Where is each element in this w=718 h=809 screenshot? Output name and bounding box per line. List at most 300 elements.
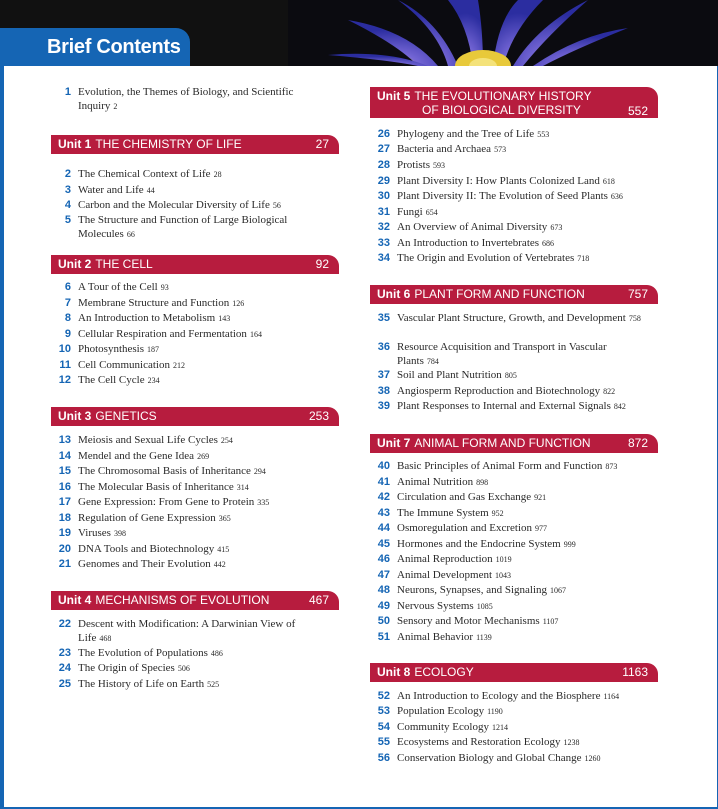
water-lily-image — [288, 0, 718, 66]
chapter-title-text: Meiosis and Sexual Life Cycles — [78, 434, 218, 446]
chapter-title — [78, 198, 331, 213]
chapter-title-text: Animal Nutrition — [397, 476, 474, 488]
chapter-page: 365 — [218, 514, 231, 523]
chapter-page: 1214 — [491, 723, 508, 732]
chapter-number: 28 — [377, 159, 390, 171]
chapter-page: 822 — [603, 387, 616, 396]
chapter-title-text: The History of Life on Earth — [78, 678, 205, 690]
chapter-entry — [370, 583, 650, 598]
chapter-entry — [370, 127, 650, 142]
unit-header — [370, 663, 658, 682]
chapter-page: 486 — [210, 649, 223, 658]
chapter-entry — [370, 459, 650, 474]
chapter-entry — [370, 568, 650, 583]
chapter-title-text: Cell Communication — [78, 359, 170, 371]
chapter-title-text: Phylogeny and the Tree of Life — [397, 128, 535, 140]
chapter-number: 2 — [64, 168, 71, 180]
chapter-title — [397, 568, 650, 583]
chapter-page: 56 — [272, 201, 281, 210]
unit-header — [51, 255, 339, 274]
chapter-title-text: Hormones and the Endocrine System — [397, 538, 561, 550]
chapter-title — [78, 296, 331, 311]
chapter-entry — [370, 599, 650, 614]
chapter-page: 506 — [177, 664, 190, 673]
chapter-number: 48 — [377, 584, 390, 596]
chapter-title-text: Water and Life — [78, 184, 144, 196]
chapter-title-text: Fungi — [397, 206, 423, 218]
chapter-title — [78, 280, 331, 295]
unit-page: 872 — [627, 436, 648, 450]
chapter-number: 19 — [58, 527, 71, 539]
chapter-number: 12 — [58, 374, 71, 386]
chapter-number: 17 — [58, 496, 71, 508]
chapter-entry — [51, 373, 331, 388]
chapter-entry — [370, 384, 650, 399]
chapter-page: 2 — [113, 102, 118, 111]
chapter-number: 39 — [377, 400, 390, 412]
chapter-entry — [370, 704, 650, 719]
chapter-page: 143 — [218, 314, 231, 323]
chapter-title — [78, 311, 331, 326]
chapter-number: 56 — [377, 752, 390, 764]
unit-name: THE CELL — [95, 257, 153, 271]
chapter-number: 24 — [58, 662, 71, 674]
chapter-entry — [51, 449, 331, 464]
chapter-title — [397, 189, 650, 204]
chapter-number: 50 — [377, 615, 390, 627]
chapter-title — [397, 630, 650, 645]
chapter-number: 34 — [377, 252, 390, 264]
chapter-title — [397, 251, 650, 266]
chapter-entry — [370, 720, 650, 735]
chapter-title — [397, 174, 650, 189]
chapter-number: 33 — [377, 237, 390, 249]
chapter-title — [397, 537, 650, 552]
chapter-page: 468 — [99, 634, 112, 643]
chapter-title — [78, 495, 331, 510]
chapter-entry — [51, 646, 331, 661]
unit-label: Unit 2 — [58, 257, 92, 271]
chapter-entry — [370, 205, 650, 220]
chapter-entry — [51, 198, 331, 213]
chapter-number: 41 — [377, 476, 390, 488]
chapter-number: 44 — [377, 522, 390, 534]
chapter-entry — [51, 296, 331, 311]
chapter-number: 29 — [377, 175, 390, 187]
chapter-page: 573 — [494, 145, 507, 154]
unit-header — [51, 407, 339, 426]
chapter-title — [397, 506, 650, 521]
chapter-page: 234 — [147, 376, 160, 385]
chapter-title-text: Community Ecology — [397, 721, 489, 733]
chapter-page: 636 — [610, 192, 623, 201]
chapter-number: 4 — [64, 199, 71, 211]
chapter-title-text: Basic Principles of Animal Form and Function — [397, 460, 603, 472]
chapter-entry — [370, 399, 650, 414]
chapter-entry — [51, 311, 331, 326]
chapter-title — [78, 433, 331, 448]
chapter-number: 52 — [377, 690, 390, 702]
chapter-title-text: An Introduction to Metabolism — [78, 312, 216, 324]
chapter-title — [397, 614, 650, 629]
chapter-entry — [51, 677, 331, 692]
chapter-page: 873 — [605, 462, 618, 471]
chapter-title-text: Resource Acquisition and Transport in Vascular Plants — [397, 341, 607, 367]
chapter-number: 46 — [377, 553, 390, 565]
chapter-title-text: The Origin and Evolution of Vertebrates — [397, 252, 575, 264]
chapter-title-text: Regulation of Gene Expression — [78, 512, 216, 524]
chapter-page: 294 — [253, 467, 266, 476]
chapter-title-text: Conservation Biology and Global Change — [397, 752, 582, 764]
chapter-page: 525 — [207, 680, 220, 689]
unit-page: 253 — [308, 409, 329, 423]
chapter-title — [78, 617, 331, 646]
chapter-title — [397, 735, 650, 750]
chapter-title — [78, 464, 331, 479]
chapter-number: 9 — [64, 328, 71, 340]
chapter-page: 1107 — [542, 617, 559, 626]
chapter-page: 673 — [550, 223, 563, 232]
chapter-number: 8 — [64, 312, 71, 324]
chapter-title — [397, 384, 650, 399]
chapter-title-text: Bacteria and Archaea — [397, 143, 492, 155]
chapter-number: 27 — [377, 143, 390, 155]
chapter-entry — [370, 552, 650, 567]
chapter-number: 21 — [58, 558, 71, 570]
chapter-number: 47 — [377, 569, 390, 581]
chapter-number: 23 — [58, 647, 71, 659]
chapter-entry — [51, 526, 331, 541]
chapter-title-text: The Chromosomal Basis of Inheritance — [78, 465, 251, 477]
chapter-page: 593 — [433, 161, 446, 170]
chapter-title-text: Osmoregulation and Excretion — [397, 522, 533, 534]
chapter-title-text: The Cell Cycle — [78, 374, 145, 386]
chapter-page: 1085 — [476, 602, 493, 611]
chapter-page: 44 — [146, 186, 155, 195]
chapter-title — [78, 449, 331, 464]
chapter-entry — [370, 368, 650, 383]
chapter-title-text: Population Ecology — [397, 705, 485, 717]
chapter-entry — [370, 142, 650, 157]
chapter-number: 7 — [64, 297, 71, 309]
chapter-entry — [370, 537, 650, 552]
chapter-entry — [51, 480, 331, 495]
chapter-title-text: Ecosystems and Restoration Ecology — [397, 736, 561, 748]
chapter-page: 758 — [628, 314, 641, 323]
chapter-title-text: An Overview of Animal Diversity — [397, 221, 548, 233]
unit-name: ECOLOGY — [414, 665, 474, 679]
unit-label: Unit 1 — [58, 137, 92, 151]
chapter-title-text: The Molecular Basis of Inheritance — [78, 481, 234, 493]
unit-name: MECHANISMS OF EVOLUTION — [95, 593, 270, 607]
chapter-number: 1 — [64, 86, 71, 98]
chapter-title — [78, 646, 331, 661]
chapter-number: 42 — [377, 491, 390, 503]
chapter-title — [397, 399, 650, 414]
chapter-title — [397, 704, 650, 719]
chapter-title-text: Cellular Respiration and Fermentation — [78, 328, 247, 340]
chapter-title-text: Descent with Modification: A Darwinian View of Life — [78, 618, 296, 644]
chapter-title — [78, 342, 331, 357]
chapter-page: 1043 — [495, 571, 512, 580]
chapter-title — [78, 373, 331, 388]
unit-label: Unit 5 — [377, 89, 411, 103]
chapter-number: 36 — [377, 341, 390, 353]
chapter-number: 53 — [377, 705, 390, 717]
chapter-page: 254 — [220, 436, 233, 445]
chapter-title — [397, 220, 650, 235]
header-banner — [0, 0, 718, 66]
chapter-title-text: A Tour of the Cell — [78, 281, 158, 293]
chapter-title — [397, 158, 650, 173]
chapter-entry — [370, 614, 650, 629]
chapter-title-text: Soil and Plant Nutrition — [397, 369, 502, 381]
chapter-number: 15 — [58, 465, 71, 477]
chapter-entry — [370, 311, 650, 326]
chapter-page: 1238 — [563, 738, 580, 747]
chapter-number: 49 — [377, 600, 390, 612]
chapter-entry — [51, 433, 331, 448]
unit-page: 757 — [627, 287, 648, 301]
chapter-title — [397, 205, 650, 220]
chapter-page: 686 — [542, 239, 555, 248]
chapter-page: 335 — [257, 498, 270, 507]
unit-label: Unit 3 — [58, 409, 92, 423]
chapter-entry — [51, 342, 331, 357]
chapter-title — [78, 511, 331, 526]
chapter-title-text: Angiosperm Reproduction and Biotechnology — [397, 385, 601, 397]
chapter-number: 32 — [377, 221, 390, 233]
chapter-title-text: Carbon and the Molecular Diversity of Life — [78, 199, 270, 211]
chapter-page: 921 — [534, 493, 547, 502]
chapter-entry — [370, 174, 650, 189]
chapter-entry — [370, 189, 650, 204]
page-title: Brief Contents — [0, 28, 190, 66]
chapter-number: 11 — [59, 359, 71, 371]
chapter-title-text: Nervous Systems — [397, 600, 474, 612]
chapter-page: 212 — [172, 361, 185, 370]
unit-header — [51, 135, 339, 154]
chapter-entry — [51, 464, 331, 479]
chapter-number: 3 — [64, 184, 71, 196]
chapter-title — [78, 542, 331, 557]
chapter-title-text: DNA Tools and Biotechnology — [78, 543, 215, 555]
chapter-title-text: Mendel and the Gene Idea — [78, 450, 195, 462]
chapter-title-text: Plant Diversity II: The Evolution of Seed Plants — [397, 190, 608, 202]
chapter-title — [397, 311, 650, 326]
chapter-title — [78, 85, 331, 114]
chapter-title — [397, 142, 650, 157]
chapter-entry — [51, 511, 331, 526]
unit-name: GENETICS — [95, 409, 157, 423]
chapter-page: 398 — [113, 529, 126, 538]
unit-name: ANIMAL FORM AND FUNCTION — [414, 436, 591, 450]
chapter-entry — [51, 557, 331, 572]
chapter-entry — [370, 689, 650, 704]
chapter-title-text: Neurons, Synapses, and Signaling — [397, 584, 548, 596]
unit-page: 92 — [315, 257, 329, 271]
chapter-entry — [370, 236, 650, 251]
chapter-title-text: Genomes and Their Evolution — [78, 558, 211, 570]
chapter-title — [397, 475, 650, 490]
chapter-number: 25 — [58, 678, 71, 690]
chapter-page: 269 — [197, 452, 210, 461]
chapter-title-text: Plant Responses to Internal and External Signals — [397, 400, 611, 412]
chapter-number: 38 — [377, 385, 390, 397]
unit-header — [370, 434, 658, 453]
chapter-number: 16 — [58, 481, 71, 493]
chapter-page: 314 — [236, 483, 249, 492]
chapter-entry — [51, 661, 331, 676]
chapter-title-text: Gene Expression: From Gene to Protein — [78, 496, 255, 508]
chapter-page: 553 — [537, 130, 550, 139]
unit-name-line2: OF BIOLOGICAL DIVERSITY — [422, 103, 581, 117]
chapter-entry — [370, 475, 650, 490]
chapter-page: 898 — [476, 478, 489, 487]
chapter-page: 1139 — [476, 633, 492, 642]
chapter-title-text: Membrane Structure and Function — [78, 297, 230, 309]
chapter-number: 51 — [377, 631, 390, 643]
unit-name: PLANT FORM AND FUNCTION — [414, 287, 585, 301]
chapter-title — [78, 167, 331, 182]
chapter-title-text: An Introduction to Invertebrates — [397, 237, 540, 249]
chapter-title-text: Circulation and Gas Exchange — [397, 491, 532, 503]
chapter-title-text: The Immune System — [397, 507, 489, 519]
chapter-title — [397, 751, 650, 766]
chapter-page: 66 — [126, 230, 135, 239]
unit-page: 467 — [308, 593, 329, 607]
chapter-page: 977 — [535, 524, 548, 533]
unit-header — [51, 591, 339, 610]
chapter-entry — [370, 490, 650, 505]
chapter-page: 1260 — [584, 754, 601, 763]
chapter-title — [397, 459, 650, 474]
chapter-entry — [51, 617, 331, 646]
unit-header — [370, 87, 658, 118]
chapter-number: 10 — [58, 343, 71, 355]
chapter-entry — [370, 158, 650, 173]
unit-page: 27 — [315, 137, 329, 151]
chapter-page: 1164 — [603, 692, 620, 701]
chapter-page: 415 — [217, 545, 230, 554]
chapter-number: 20 — [58, 543, 71, 555]
chapter-page: 999 — [563, 540, 576, 549]
chapter-number: 14 — [58, 450, 71, 462]
chapter-page: 1019 — [495, 555, 512, 564]
chapter-number: 55 — [377, 736, 390, 748]
chapter-page: 805 — [504, 371, 517, 380]
chapter-page: 654 — [425, 208, 438, 217]
chapter-title — [78, 661, 331, 676]
chapter-entry — [370, 220, 650, 235]
chapter-number: 26 — [377, 128, 390, 140]
chapter-page: 126 — [232, 299, 245, 308]
chapter-page: 952 — [491, 509, 504, 518]
unit-name: THE CHEMISTRY OF LIFE — [95, 137, 242, 151]
chapter-title — [397, 368, 650, 383]
chapter-page: 842 — [613, 402, 626, 411]
unit-page: 1163 — [622, 665, 648, 679]
chapter-number: 40 — [377, 460, 390, 472]
chapter-title-text: An Introduction to Ecology and the Biosphere — [397, 690, 601, 702]
chapter-title — [78, 327, 331, 342]
unit-label: Unit 4 — [58, 593, 92, 607]
chapter-page: 442 — [213, 560, 226, 569]
chapter-title-text: Sensory and Motor Mechanisms — [397, 615, 540, 627]
chapter-title-text: Evolution, the Themes of Biology, and Scientific Inquiry — [78, 86, 294, 112]
chapter-number: 43 — [377, 507, 390, 519]
chapter-title — [397, 490, 650, 505]
chapter-entry — [370, 751, 650, 766]
unit-label: Unit 6 — [377, 287, 411, 301]
chapter-title-text: Plant Diversity I: How Plants Colonized Land — [397, 175, 600, 187]
chapter-number: 37 — [377, 369, 390, 381]
chapter-title — [397, 521, 650, 536]
chapter-title-text: Animal Development — [397, 569, 493, 581]
unit-header — [370, 285, 658, 304]
chapter-entry — [370, 521, 650, 536]
page-frame — [0, 66, 718, 809]
chapter-page: 1190 — [487, 707, 503, 716]
chapter-title-text: Photosynthesis — [78, 343, 145, 355]
unit-name: THE EVOLUTIONARY HISTORY — [414, 89, 592, 103]
chapter-title-text: Animal Reproduction — [397, 553, 493, 565]
chapter-title-text: Animal Behavior — [397, 631, 474, 643]
chapter-number: 18 — [58, 512, 71, 524]
chapter-title — [397, 127, 650, 142]
chapter-number: 45 — [377, 538, 390, 550]
chapter-number: 31 — [377, 206, 390, 218]
chapter-title — [78, 557, 331, 572]
chapter-title-text: The Origin of Species — [78, 662, 175, 674]
chapter-title — [78, 526, 331, 541]
chapter-number: 35 — [377, 312, 390, 324]
chapter-title-text: Protists — [397, 159, 431, 171]
chapter-title-text: Viruses — [78, 527, 111, 539]
chapter-entry — [370, 506, 650, 521]
chapter-entry — [51, 495, 331, 510]
chapter-page: 164 — [249, 330, 262, 339]
chapter-number: 30 — [377, 190, 390, 202]
chapter-entry — [51, 327, 331, 342]
unit-page: 552 — [627, 104, 648, 118]
chapter-title — [78, 358, 331, 373]
chapter-page: 187 — [147, 345, 160, 354]
chapter-entry — [370, 630, 650, 645]
chapter-number: 13 — [58, 434, 71, 446]
chapter-entry — [370, 735, 650, 750]
chapter-title — [397, 720, 650, 735]
unit-label: Unit 7 — [377, 436, 411, 450]
chapter-title — [78, 213, 331, 242]
chapter-title-text: The Structure and Function of Large Biological Molecules — [78, 214, 288, 240]
chapter-number: 5 — [64, 214, 71, 226]
chapter-entry — [51, 85, 331, 114]
unit-label: Unit 8 — [377, 665, 411, 679]
chapter-title — [397, 552, 650, 567]
chapter-title — [397, 689, 650, 704]
chapter-title — [78, 183, 331, 198]
chapter-page: 28 — [213, 170, 222, 179]
chapter-entry — [370, 340, 650, 369]
chapter-title-text: Vascular Plant Structure, Growth, and Development — [397, 312, 626, 324]
chapter-entry — [51, 280, 331, 295]
chapter-number: 54 — [377, 721, 390, 733]
chapter-title — [397, 340, 650, 369]
chapter-title — [397, 599, 650, 614]
chapter-entry — [51, 358, 331, 373]
chapter-entry — [51, 183, 331, 198]
